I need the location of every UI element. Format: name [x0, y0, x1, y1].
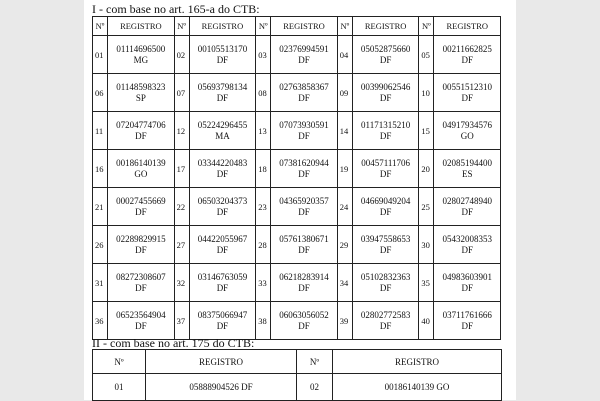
- row-number: 32: [174, 264, 189, 302]
- state-code: DF: [216, 320, 229, 331]
- registry-code: 00186140139: [116, 157, 166, 168]
- table-row: [93, 226, 501, 264]
- registry-code: 06503204373: [197, 195, 248, 206]
- state-code: DF: [379, 54, 392, 65]
- row-number: 31: [93, 264, 108, 302]
- registry-code: 04983603901: [442, 271, 492, 282]
- row-number: 35: [419, 264, 434, 302]
- registry-code: 02763858367: [279, 81, 329, 92]
- state-code: DF: [298, 282, 310, 293]
- registry-code: 02376994591: [279, 43, 329, 54]
- registry-cell: [189, 188, 255, 226]
- state-code: MG: [133, 54, 149, 65]
- row-number: 38: [256, 302, 271, 340]
- registry-cell: [434, 188, 501, 226]
- registry-code: 04669049204: [360, 195, 411, 206]
- header-registro: REGISTRO: [189, 17, 255, 36]
- registry-cell: [189, 36, 255, 74]
- table-row: [93, 112, 501, 150]
- registry-cell: [352, 226, 418, 264]
- state-code: DF: [216, 54, 229, 65]
- state-code: DF: [216, 92, 229, 103]
- row-number: 17: [174, 150, 189, 188]
- header-num: Nº: [297, 350, 333, 374]
- registry-cell: [434, 112, 501, 150]
- state-code: DF: [135, 130, 147, 141]
- registry-code: 00105513170: [197, 43, 248, 54]
- row-number: 05: [419, 36, 434, 74]
- state-code: DF: [216, 206, 229, 217]
- registry-code: 07381620944: [279, 157, 329, 168]
- state-code: DF: [216, 168, 229, 179]
- state-code: DF: [298, 320, 310, 331]
- registry-table-art-175: [92, 349, 502, 401]
- registry-cell: [271, 302, 337, 340]
- registry-cell: [434, 226, 501, 264]
- registry-cell: [434, 36, 501, 74]
- registry-code: 04365920357: [279, 195, 329, 206]
- state-code: DF: [216, 282, 229, 293]
- state-code: DF: [135, 282, 147, 293]
- state-code: DF: [298, 92, 310, 103]
- state-code: DF: [461, 244, 473, 255]
- state-code: DF: [379, 130, 392, 141]
- registry-cell: [108, 264, 174, 302]
- header-registro: REGISTRO: [271, 17, 337, 36]
- row-number: 26: [93, 226, 108, 264]
- section-1-title: I - com base no art. 165-a do CTB:: [92, 2, 260, 16]
- row-number: 37: [174, 302, 189, 340]
- registry-cell: [271, 150, 337, 188]
- registry-code: 06218283914: [279, 271, 329, 282]
- registry-cell: [271, 112, 337, 150]
- row-number: 40: [419, 302, 434, 340]
- section-2-title: II - com base no art. 175 do CTB:: [92, 336, 255, 350]
- table-row: [93, 188, 501, 226]
- registry-code: 05102832363: [360, 271, 411, 282]
- row-number: 02: [174, 36, 189, 74]
- registry-code: 02802772583: [360, 309, 411, 320]
- registry-code: 05432008353: [442, 233, 492, 244]
- header-registro: REGISTRO: [333, 350, 502, 374]
- header-num: Nº: [256, 17, 271, 36]
- registry-code: 02802748940: [442, 195, 492, 206]
- row-number: 24: [337, 188, 352, 226]
- row-number: 25: [419, 188, 434, 226]
- registry-cell: [434, 302, 501, 340]
- state-code: DF: [135, 320, 147, 331]
- row-number: 11: [93, 112, 108, 150]
- state-code: GO: [134, 168, 148, 179]
- registry-cell: [352, 112, 418, 150]
- table-row: [93, 150, 501, 188]
- registry-cell: [108, 188, 174, 226]
- row-number: 21: [93, 188, 108, 226]
- row-number: 08: [256, 74, 271, 112]
- row-number: 27: [174, 226, 189, 264]
- registry-code: 04917934576: [442, 119, 492, 130]
- registry-code: 02289829915: [116, 233, 166, 244]
- row-number: 18: [256, 150, 271, 188]
- registry-cell: [108, 36, 174, 74]
- state-code: SP: [135, 92, 146, 103]
- row-number: 12: [174, 112, 189, 150]
- row-number: 01: [93, 374, 146, 401]
- registry-cell: [434, 74, 501, 112]
- state-code: DF: [379, 92, 392, 103]
- registry-cell: [108, 74, 174, 112]
- registry-code: 00027455669: [116, 195, 166, 206]
- row-number: 20: [419, 150, 434, 188]
- registry-code: 05052875660: [360, 43, 411, 54]
- registry-code: 01114696500: [116, 43, 166, 54]
- registry-table-art-165a: [92, 16, 501, 340]
- registry-code: 08272308607: [116, 271, 166, 282]
- registry-code: 00551512310: [442, 81, 492, 92]
- row-number: 09: [337, 74, 352, 112]
- header-num: Nº: [174, 17, 189, 36]
- row-number: 13: [256, 112, 271, 150]
- state-code: DF: [135, 244, 147, 255]
- state-code: DF: [379, 244, 392, 255]
- header-num: Nº: [93, 350, 146, 374]
- table-row: [93, 302, 501, 340]
- table-row: [93, 74, 501, 112]
- row-number: 16: [93, 150, 108, 188]
- header-num: Nº: [93, 17, 108, 36]
- registry-cell: [434, 150, 501, 188]
- registry-cell: [352, 150, 418, 188]
- state-code: DF: [379, 320, 392, 331]
- registry-code: 04422055967: [197, 233, 248, 244]
- registry-cell: [189, 226, 255, 264]
- state-code: DF: [298, 168, 310, 179]
- registry-cell: [352, 264, 418, 302]
- row-number: 29: [337, 226, 352, 264]
- state-code: DF: [216, 244, 229, 255]
- registry-code: 03711761666: [442, 309, 492, 320]
- header-registro: REGISTRO: [108, 17, 174, 36]
- row-number: 22: [174, 188, 189, 226]
- state-code: DF: [461, 92, 473, 103]
- registry-code: 08375066947: [197, 309, 248, 320]
- registry-cell: [189, 74, 255, 112]
- header-num: Nº: [337, 17, 352, 36]
- state-code: DF: [379, 282, 392, 293]
- state-code: DF: [298, 244, 310, 255]
- row-number: 19: [337, 150, 352, 188]
- registry-code: 02085194400: [442, 157, 492, 168]
- registry-cell: [189, 264, 255, 302]
- state-code: DF: [461, 320, 473, 331]
- registry-code: 00457111706: [361, 157, 411, 168]
- state-code: ES: [461, 168, 473, 179]
- registry-code: 06063056052: [279, 309, 329, 320]
- registry-cell: [108, 302, 174, 340]
- registry-cell: [108, 150, 174, 188]
- registry-code: 05761380671: [279, 233, 329, 244]
- row-number: 36: [93, 302, 108, 340]
- registry-code: 01148598323: [116, 81, 166, 92]
- registry-cell: [108, 112, 174, 150]
- registry-cell: [108, 226, 174, 264]
- registry-cell: [352, 302, 418, 340]
- registry-cell: [352, 74, 418, 112]
- row-number: 10: [419, 74, 434, 112]
- registry-code: 07073930591: [279, 119, 329, 130]
- registry-cell: [271, 226, 337, 264]
- state-code: MA: [215, 130, 230, 141]
- registry-cell: 00186140139 GO: [333, 374, 502, 401]
- registry-cell: [189, 302, 255, 340]
- header-registro: REGISTRO: [352, 17, 418, 36]
- state-code: DF: [461, 206, 473, 217]
- registry-code: 03947558653: [360, 233, 411, 244]
- state-code: DF: [379, 168, 392, 179]
- state-code: DF: [298, 206, 310, 217]
- header-num: Nº: [419, 17, 434, 36]
- row-number: 39: [337, 302, 352, 340]
- table-row: [93, 264, 501, 302]
- registry-code: 05693798134: [197, 81, 248, 92]
- row-number: 06: [93, 74, 108, 112]
- row-number: 23: [256, 188, 271, 226]
- registry-code: 05224296455: [197, 119, 248, 130]
- row-number: 33: [256, 264, 271, 302]
- registry-cell: [271, 188, 337, 226]
- row-number: 14: [337, 112, 352, 150]
- header-registro: REGISTRO: [434, 17, 501, 36]
- state-code: GO: [460, 130, 474, 141]
- registry-cell: [271, 36, 337, 74]
- registry-cell: [352, 36, 418, 74]
- registry-cell: [352, 188, 418, 226]
- registry-cell: [271, 264, 337, 302]
- table-row: [93, 374, 502, 401]
- registry-cell: [189, 112, 255, 150]
- registry-code: 03344220483: [197, 157, 248, 168]
- table-header-row: [93, 350, 502, 374]
- table-header-row: [93, 17, 501, 36]
- registry-cell: 05888904526 DF: [146, 374, 297, 401]
- row-number: 07: [174, 74, 189, 112]
- state-code: DF: [461, 282, 473, 293]
- state-code: DF: [379, 206, 392, 217]
- state-code: DF: [461, 54, 473, 65]
- state-code: DF: [135, 206, 147, 217]
- row-number: 04: [337, 36, 352, 74]
- registry-code: 06523564904: [116, 309, 166, 320]
- registry-cell: [189, 150, 255, 188]
- registry-code: 01171315210: [361, 119, 411, 130]
- state-code: DF: [298, 130, 310, 141]
- header-registro: REGISTRO: [146, 350, 297, 374]
- registry-code: 03146763059: [197, 271, 248, 282]
- row-number: 34: [337, 264, 352, 302]
- row-number: 15: [419, 112, 434, 150]
- registry-code: 00399062546: [360, 81, 411, 92]
- row-number: 03: [256, 36, 271, 74]
- state-code: DF: [298, 54, 310, 65]
- row-number: 02: [297, 374, 333, 401]
- table-row: [93, 36, 501, 74]
- row-number: 30: [419, 226, 434, 264]
- row-number: 28: [256, 226, 271, 264]
- registry-cell: [271, 74, 337, 112]
- registry-code: 00211662825: [442, 43, 492, 54]
- registry-code: 07204774706: [116, 119, 166, 130]
- row-number: 01: [93, 36, 108, 74]
- registry-cell: [434, 264, 501, 302]
